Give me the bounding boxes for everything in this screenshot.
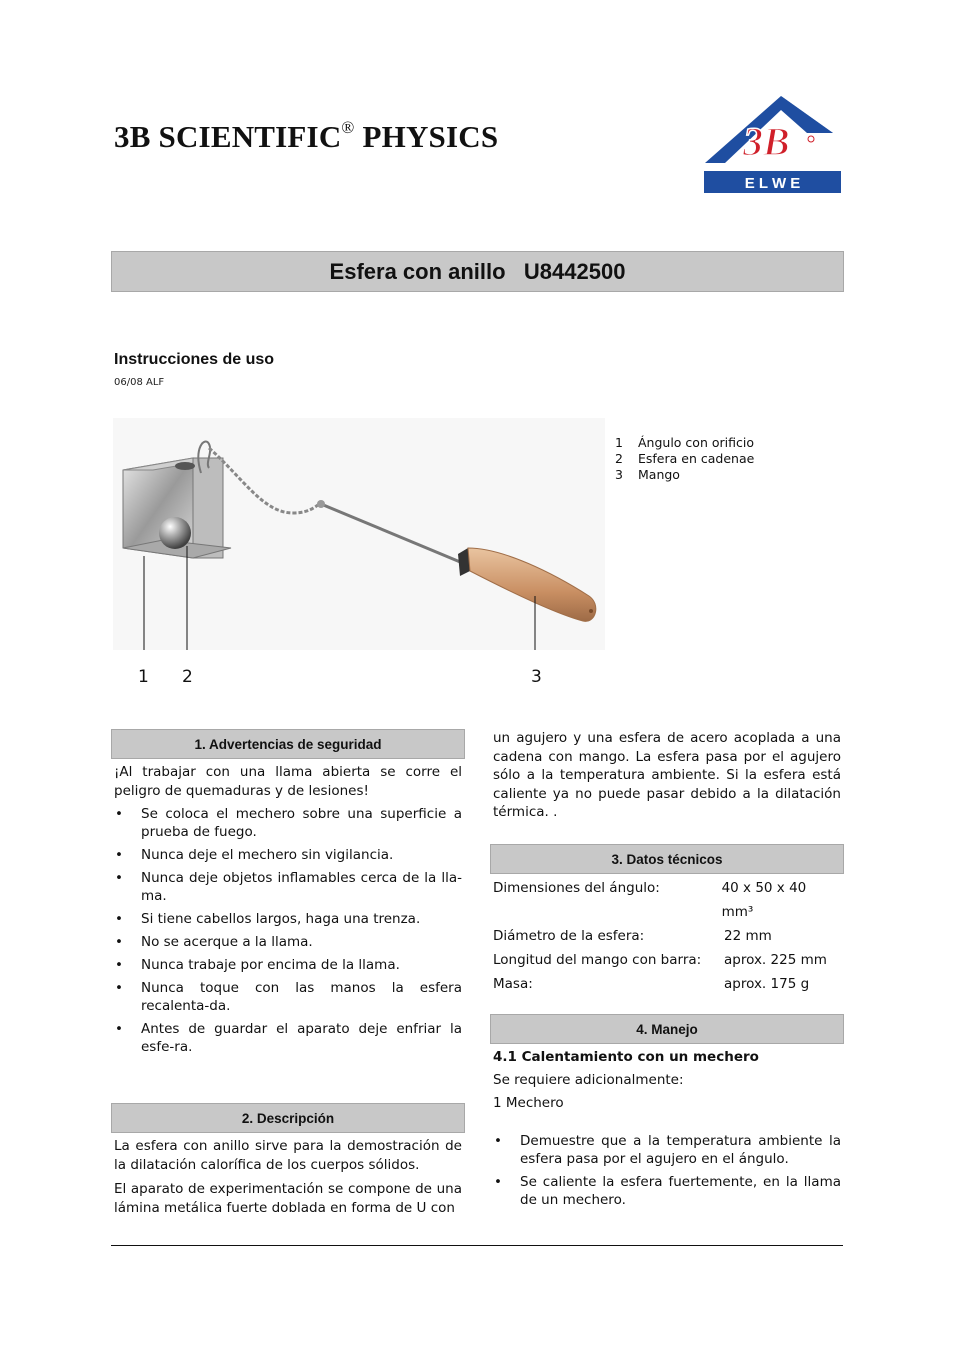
operation-list — [493, 1132, 841, 1214]
list-item: • Nunca toque con las manos la esfera recalenta-da. — [114, 979, 462, 1015]
footer-rule — [111, 1245, 843, 1246]
operation-requirement: Se requiere adicionalmente: — [493, 1072, 684, 1088]
operation-subheading: 4.1 Calentamiento con un mechero — [493, 1049, 759, 1065]
description-paragraph-1: La esfera con anillo sirve para la demostración de la dilatación calorífica de los cuerpos sólidos. — [114, 1138, 462, 1173]
operation-item: 1 Mechero — [493, 1095, 564, 1111]
list-item: • Nunca deje el mechero sin vigilancia. — [114, 846, 462, 864]
spec-value: 22 mm — [724, 928, 772, 944]
specs-table — [493, 876, 841, 996]
list-item: • Si tiene cabellos largos, haga una trenza. — [114, 910, 462, 928]
spec-row — [493, 876, 841, 924]
section-safety-heading: 1. Advertencias de seguridad — [111, 729, 465, 759]
spec-key: Masa: — [493, 976, 533, 992]
safety-list — [114, 805, 462, 1061]
callout-2: 2 — [182, 667, 193, 687]
callout-1: 1 — [138, 667, 149, 687]
legend-num: 2 — [615, 451, 623, 466]
figure-legend — [615, 435, 754, 483]
spec-row — [493, 924, 841, 948]
callout-3: 3 — [531, 667, 542, 687]
legend-num: 3 — [615, 467, 623, 482]
legend-item — [615, 435, 754, 451]
list-item: • Demuestre que a la temperatura ambiente la esfera pasa por el agujero en el ángulo. — [493, 1132, 841, 1168]
brand-suffix: PHYSICS — [354, 119, 499, 154]
spec-value: aprox. 225 mm — [724, 952, 827, 968]
description-paragraph-3: un agujero y una esfera de acero acoplada a una cadena con mango. La esfera pasa por el agujero sólo a la temperatura ambiente. Si la esfera está caliente ya no puede pasar debido a la dilatación térmica. . — [493, 730, 841, 820]
section-specs-heading: 3. Datos técnicos — [490, 844, 844, 874]
spec-row — [493, 972, 841, 996]
spec-value: aprox. 175 g — [724, 976, 810, 992]
legend-label: Mango — [638, 467, 680, 482]
instructions-heading: Instrucciones de uso — [114, 351, 275, 368]
brand-title — [114, 118, 498, 155]
description-paragraph-2: El aparato de experimentación se compone de una lámina metálica fuerte doblada en forma de U con — [114, 1181, 462, 1216]
list-item: • Se coloca el mechero sobre una superficie a prueba de fuego. — [114, 805, 462, 841]
spec-key: Dimensiones del ángulo: — [493, 880, 660, 896]
list-item: • Nunca deje objetos inflamables cerca de la lla-ma. — [114, 869, 462, 905]
section-description-heading: 2. Descripción — [111, 1103, 465, 1133]
spec-row — [493, 948, 841, 972]
safety-intro: ¡Al trabajar con una llama abierta se corre el peligro de quemaduras y de lesiones! — [114, 764, 462, 799]
legend-label: Ángulo con orificio — [638, 435, 754, 450]
product-title: Esfera con anillo U8442500 — [111, 251, 844, 292]
registered-mark: ® — [341, 118, 355, 137]
product-photo — [113, 418, 605, 650]
legend-item — [615, 451, 754, 467]
list-item: • Antes de guardar el aparato deje enfriar la esfe-ra. — [114, 1020, 462, 1056]
list-item: • Nunca trabaje por encima de la llama. — [114, 956, 462, 974]
list-item: • Se caliente la esfera fuertemente, en la llama de un mechero. — [493, 1173, 841, 1209]
brand-name: 3B SCIENTIFIC — [114, 119, 342, 154]
legend-num: 1 — [615, 435, 623, 450]
logo-3b-text: 3B — [743, 119, 790, 164]
version-code: 06/08 ALF — [114, 377, 165, 388]
spec-key: Diámetro de la esfera: — [493, 928, 645, 944]
spec-key: Longitud del mango con barra: — [493, 952, 702, 968]
list-item: • No se acerque a la llama. — [114, 933, 462, 951]
3b-elwe-logo — [703, 95, 843, 196]
legend-label: Esfera en cadenae — [638, 451, 755, 466]
section-operation-heading: 4. Manejo — [490, 1014, 844, 1044]
spec-value: 40 x 50 x 40 mm³ — [721, 880, 807, 920]
legend-item — [615, 467, 754, 483]
logo-band-text: E L W E — [744, 175, 801, 192]
